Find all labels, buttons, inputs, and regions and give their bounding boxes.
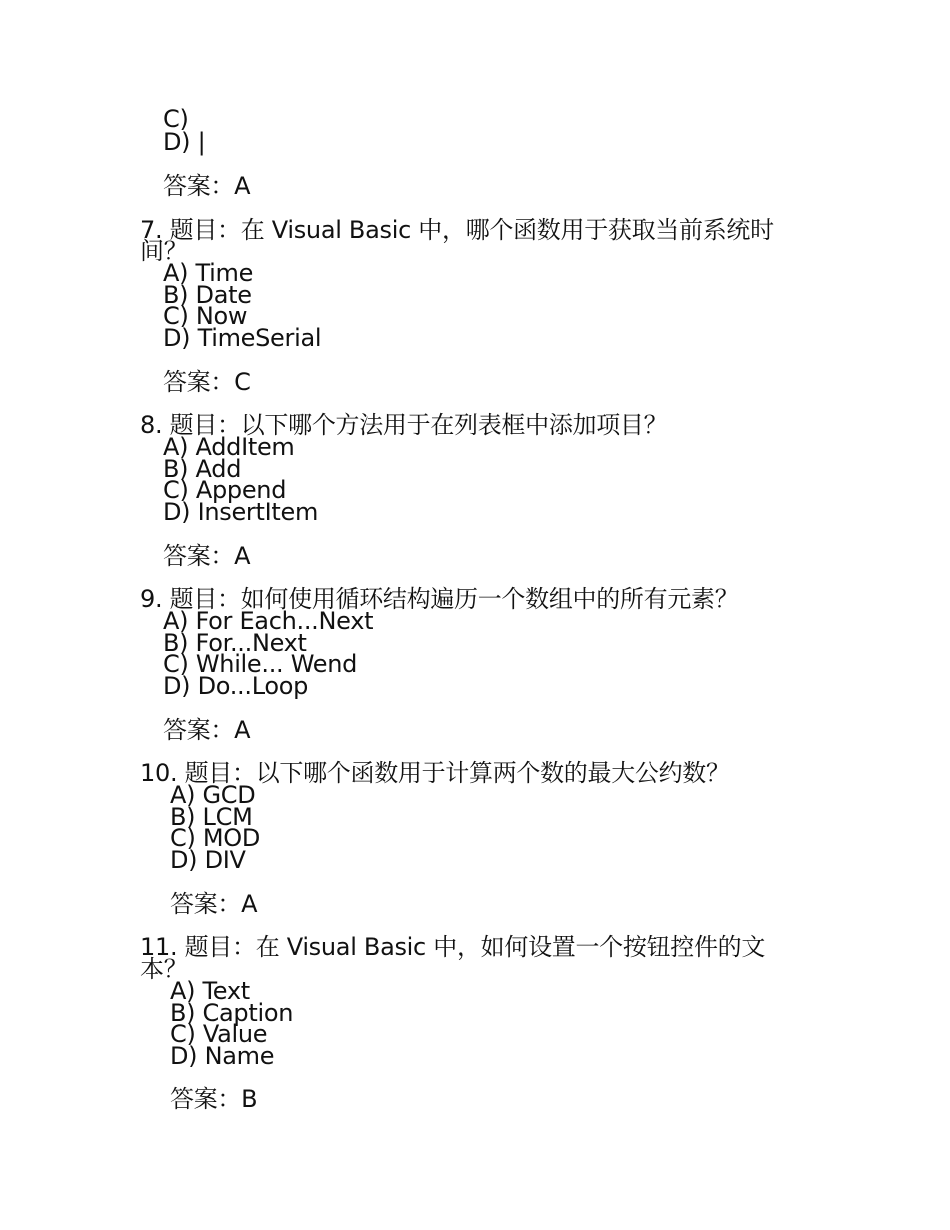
q9-answer: 答案：A bbox=[163, 716, 251, 744]
option-c: C) bbox=[163, 105, 189, 133]
q7-option-b: B) Date bbox=[163, 281, 252, 309]
q8-option-d: D) InsertItem bbox=[163, 498, 319, 526]
q11-option-a: A) Text bbox=[170, 977, 250, 1005]
q7-answer: 答案：C bbox=[163, 368, 251, 396]
q9-option-c: C) While... Wend bbox=[163, 650, 358, 678]
q8-option-b: B) Add bbox=[163, 455, 242, 483]
answer-line: 答案：A bbox=[163, 172, 251, 200]
q8-option-c: C) Append bbox=[163, 476, 287, 504]
q8-option-a: A) AddItem bbox=[163, 433, 295, 461]
q10-option-c: C) MOD bbox=[170, 824, 261, 852]
question-11-title: 11. 题目：在 Visual Basic 中，如何设置一个按钮控件的文 bbox=[140, 933, 766, 961]
question-11-title-cont: 本？ bbox=[140, 955, 188, 983]
q8-answer: 答案：A bbox=[163, 542, 251, 570]
q11-answer: 答案：B bbox=[170, 1085, 258, 1113]
q11-option-d: D) Name bbox=[170, 1042, 275, 1070]
q10-answer: 答案：A bbox=[170, 890, 258, 918]
q7-option-d: D) TimeSerial bbox=[163, 324, 322, 352]
q11-option-b: B) Caption bbox=[170, 999, 294, 1027]
q10-option-d: D) DIV bbox=[170, 846, 246, 874]
q11-option-c: C) Value bbox=[170, 1020, 268, 1048]
q9-option-b: B) For...Next bbox=[163, 629, 307, 657]
question-9-title: 9. 题目：如何使用循环结构遍历一个数组中的所有元素？ bbox=[140, 585, 739, 613]
q7-option-c: C) Now bbox=[163, 302, 248, 330]
q9-option-d: D) Do...Loop bbox=[163, 672, 309, 700]
question-7-title-cont: 间？ bbox=[140, 237, 188, 265]
question-7-title: 7. 题目：在 Visual Basic 中，哪个函数用于获取当前系统时 bbox=[140, 216, 774, 244]
option-d: D) | bbox=[163, 128, 206, 156]
q9-option-a: A) For Each...Next bbox=[163, 607, 374, 635]
question-10-title: 10. 题目：以下哪个函数用于计算两个数的最大公约数？ bbox=[140, 759, 730, 787]
q10-option-b: B) LCM bbox=[170, 803, 253, 831]
question-8-title: 8. 题目：以下哪个方法用于在列表框中添加项目？ bbox=[140, 411, 668, 439]
q10-option-a: A) GCD bbox=[170, 781, 256, 809]
q7-option-a: A) Time bbox=[163, 259, 254, 287]
